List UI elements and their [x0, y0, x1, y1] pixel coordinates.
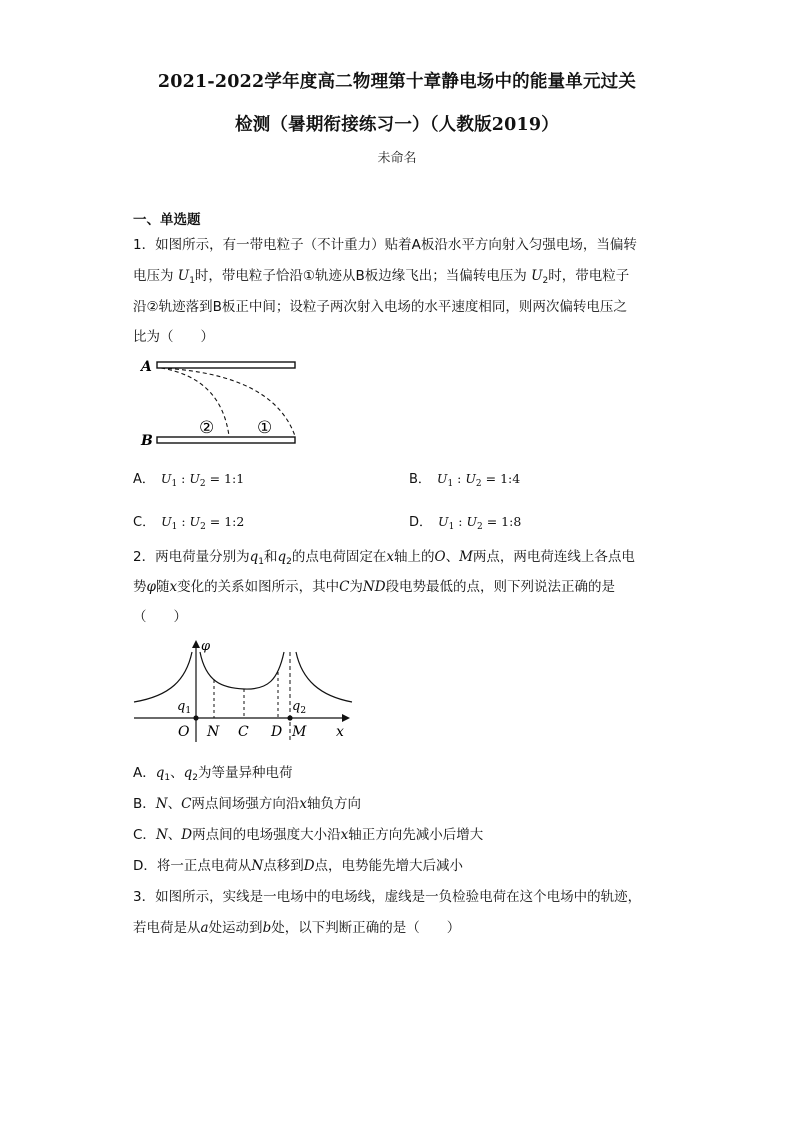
sep: 、 [170, 765, 184, 781]
label-d: D [271, 724, 283, 740]
q3-text: 处，以下判断正确的是（ ） [271, 920, 461, 936]
var: q [277, 549, 287, 565]
q2-text: 为 [349, 579, 363, 595]
sub: 2 [286, 557, 292, 567]
q2-option-a[interactable] [133, 765, 293, 786]
charge-q1 [193, 715, 198, 720]
var: N [251, 858, 264, 874]
var: x [299, 796, 308, 812]
left-curve [134, 652, 192, 702]
label-c: C [238, 724, 249, 740]
q2-text: 和 [263, 549, 278, 565]
option-text: 两点间场强方向沿 [191, 796, 300, 812]
q2-text: 两点，两电荷连线上各点电 [472, 549, 635, 565]
var: x [340, 827, 349, 843]
sub: 2 [477, 522, 483, 532]
var: N [155, 796, 168, 812]
plate-b-label: B [141, 433, 153, 449]
sub: 1 [171, 522, 178, 532]
var: ND [362, 579, 386, 595]
var: D [181, 827, 193, 843]
var: U [438, 514, 449, 529]
sub: 1 [258, 557, 264, 567]
q1-figure-capacitor [133, 352, 303, 452]
sub: 2 [200, 522, 206, 532]
q2-text-line-3: （ ） [133, 609, 187, 625]
document-title-line-1: 2021-2022学年度高二物理第十章静电场中的能量单元过关 [157, 72, 637, 92]
q2-option-b[interactable] [133, 796, 361, 812]
var: x [169, 579, 178, 595]
document-subtitle: 未命名 [377, 151, 417, 166]
option-text: 点，电势能先增大后减小 [314, 858, 464, 874]
var: q [183, 765, 193, 781]
q2-text: 轴上的 [394, 549, 435, 565]
var: U [466, 514, 478, 529]
q2-option-c[interactable] [133, 827, 483, 843]
option-letter: C． [133, 827, 156, 843]
q1-option-c[interactable] [133, 511, 244, 532]
option-text: 两点间的电场强度大小沿 [192, 827, 341, 843]
option-letter: B． [409, 472, 431, 487]
middle-curve [200, 652, 284, 689]
var: U [160, 471, 172, 486]
colon: : [177, 514, 190, 529]
document-title-line-2: 检测（暑期衔接练习一）（人教版2019） [235, 115, 559, 135]
sub: 2 [192, 773, 199, 783]
option-letter: A． [133, 472, 155, 487]
q2-text-line-1 [133, 549, 635, 570]
q1-option-d[interactable] [409, 511, 521, 532]
q2-text: 2．两电荷量分别为 [133, 549, 250, 565]
q1-option-a[interactable] [133, 468, 244, 489]
q1-option-b[interactable] [409, 468, 520, 489]
var: U [465, 471, 476, 486]
trajectory-2 [161, 368, 229, 436]
sub: 1 [164, 773, 171, 783]
var: U [436, 471, 448, 486]
label-o: O [178, 724, 190, 740]
var: O [434, 549, 446, 565]
q3-text: 处运动到 [208, 920, 263, 936]
q1-var-u: U [531, 268, 543, 284]
phi-label: φ [201, 639, 211, 654]
colon: : [177, 471, 190, 486]
path-1-label: ① [257, 418, 273, 438]
ratio: = 1:4 [481, 471, 521, 486]
ratio: = 1:2 [205, 514, 245, 529]
trajectory-1 [161, 368, 295, 436]
option-text: 点移到 [263, 858, 304, 874]
var: a [200, 920, 209, 936]
plate-a [157, 362, 295, 368]
q2-text: 变化的关系如图所示，其中 [177, 579, 340, 595]
sep: 、 [167, 796, 182, 812]
option-letter: C． [133, 515, 156, 530]
phi-axis-arrow [192, 640, 200, 648]
var: φ [146, 579, 156, 595]
plate-a-label: A [141, 359, 152, 375]
var: x [386, 549, 394, 565]
option-text: D．将一正点电荷从 [133, 858, 252, 874]
option-text: 轴负方向 [307, 796, 362, 812]
ratio: = 1:8 [482, 514, 522, 529]
var: D [303, 858, 315, 874]
label-m: M [292, 724, 307, 740]
sub: 1 [448, 522, 455, 532]
q3-text: 若电荷是从 [133, 920, 201, 936]
option-letter: A． [133, 765, 156, 781]
sub: 1 [447, 479, 454, 489]
plate-b [157, 437, 295, 443]
var: N [155, 827, 168, 843]
q2-text: 势 [133, 579, 147, 595]
q1-sub: 1 [189, 276, 195, 286]
var: U [189, 471, 200, 486]
sub: 2 [199, 479, 206, 489]
right-curve [296, 652, 352, 702]
x-axis-arrow [342, 714, 350, 722]
var: U [189, 514, 201, 529]
colon: : [454, 514, 467, 529]
var: q [155, 765, 165, 781]
path-2-label: ② [199, 418, 215, 438]
q1-text: 时，带电粒子 [548, 268, 630, 284]
q2-option-d[interactable] [133, 858, 463, 874]
q1-sub: 2 [542, 276, 549, 286]
q1-text-line-4: 比为（ ） [133, 329, 214, 345]
option-letter: B． [133, 796, 156, 812]
ratio: = 1:1 [205, 471, 245, 486]
q3-text-line-2 [133, 920, 460, 936]
q1-label: $q_1$ [177, 699, 192, 716]
q2-figure-potential-graph [130, 636, 355, 746]
var: C [339, 579, 350, 595]
label-x: x [336, 724, 344, 740]
q2-text: 、 [445, 549, 460, 565]
q2-text: 随 [155, 579, 170, 595]
label-n: N [207, 724, 220, 740]
sub: 2 [475, 479, 482, 489]
sep: 、 [167, 827, 182, 843]
var: b [262, 920, 272, 936]
charge-q2 [287, 715, 292, 720]
section-heading: 一、单选题 [133, 212, 201, 228]
q1-var-u: U [177, 268, 190, 284]
q1-text: 时，带电粒子恰沿①轨迹从B板边缘飞出；当偏转电压为 [194, 268, 532, 284]
var: M [459, 549, 473, 565]
q1-text-line-3: 沿②轨迹落到B板正中间；设粒子两次射入电场的水平速度相同，则两次偏转电压之 [133, 299, 627, 315]
var: C [181, 796, 192, 812]
q2-text: 的点电荷固定在 [291, 549, 387, 565]
q3-text-line-1: 3．如图所示，实线是一电场中的电场线，虚线是一负检验电荷在这个电场中的轨迹， [133, 889, 642, 905]
option-text: 为等量异种电荷 [198, 765, 293, 781]
q1-text: 电压为 [133, 268, 178, 284]
var: U [161, 514, 172, 529]
var: q [249, 549, 259, 565]
q2-text: 段电势最低的点，则下列说法正确的是 [385, 579, 616, 595]
option-letter: D． [409, 515, 433, 530]
q1-text-line-2 [133, 268, 629, 289]
colon: : [453, 471, 466, 486]
sub: 1 [171, 479, 178, 489]
q2-label: $q_2$ [292, 699, 307, 716]
q2-text-line-2 [133, 579, 615, 595]
q1-text-line-1: 1．如图所示，有一带电粒子（不计重力）贴着A板沿水平方向射入匀强电场，当偏转 [133, 237, 637, 253]
option-text: 轴正方向先减小后增大 [348, 827, 484, 843]
